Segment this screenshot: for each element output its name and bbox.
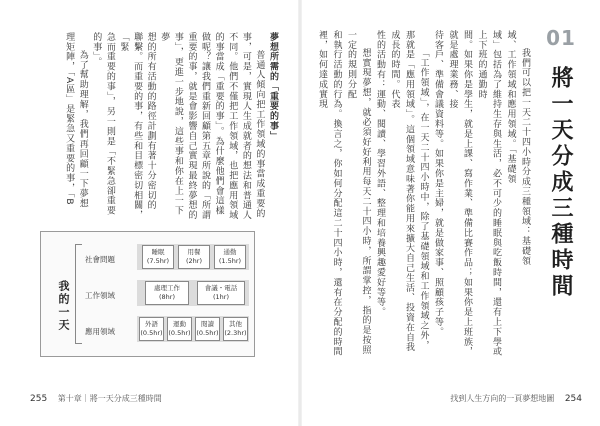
- right-page: [301, 0, 600, 426]
- body-line: 的事當成「重要的事」。為什麼他們會這樣: [213, 32, 224, 216]
- body-line: 想的所有活動的路徑計劃有著十分密切的: [145, 32, 156, 211]
- box-exercise: 運動 (0.5hr): [167, 317, 192, 341]
- chapter-title: 將一天分成三種時間: [548, 66, 573, 300]
- body-line: 那就是「應用領域」。這個領域意味著你能用來擴大自己生活、投資在自我成長的時間。代表: [389, 30, 414, 353]
- body-line: 域、工作領域和應用領域。「基礎領: [505, 30, 516, 184]
- body-line: 待客戶、準備會議資料等。如果你是主婦，就是做家事、照顧孩子等。: [433, 30, 443, 337]
- body-line: 想實現夢想，就必須好好利用每天二十四小時，所謂掌控，指的是按照一定的規則分配: [346, 30, 371, 355]
- my-day-diagram: [40, 231, 255, 357]
- body-line: 「工作領域」，在一天二十四小時中，除了基礎領域和工作領域之外，: [418, 48, 429, 351]
- right-body-text: [315, 30, 533, 360]
- body-line: 普通人傾向把工作領域的事當成重要的: [254, 50, 265, 219]
- body-line: 理矩陣，「A區」是緊急又重要的事，「B: [64, 32, 75, 206]
- diagram-bracket: [75, 244, 82, 344]
- body-line: 做呢？讓我們重新回顧第五章所說的「所謂: [200, 32, 211, 221]
- box-reading: 閱讀 (0.5hr): [195, 317, 220, 341]
- body-line: 域」包括為了維持生存與生活，必不可少的睡眠與吃飯時間，還有上下學或上下班的通勤時: [476, 30, 501, 357]
- box-meal: 用餐 (2hr): [178, 245, 210, 269]
- section-heading: 夢想所需的「重要的事」: [268, 32, 278, 141]
- body-line: 和執行活動的行為。換言之，你如何分配這二十四小時，還有在分配的時間裡，如何達成實現: [317, 30, 342, 357]
- footer-chapter-text: 第十章｜將一天分成三種時間: [57, 394, 162, 403]
- diagram-title: 我的一天: [57, 280, 70, 332]
- box-sleep: 睡眠 (7.5hr): [142, 245, 174, 269]
- footer-book-title: 找到人生方向的一頁夢想地圖: [450, 394, 555, 403]
- body-line: 間。如果你是學生，就是上課、寫作業、準備比賽作品；如果你是上班族，就是處理業務、接: [447, 30, 472, 357]
- chapter-number: 01: [546, 26, 576, 50]
- page-number: 254: [564, 394, 582, 404]
- body-line: 我們可以把一天二十四小時分成三種領域：基礎領: [520, 48, 530, 266]
- left-body-text: [62, 32, 280, 222]
- page-number: 255: [30, 394, 48, 404]
- box-meetings-calls: 會議・電話 (1hr): [197, 281, 245, 305]
- box-commute: 通勤 (1.5hr): [214, 245, 246, 269]
- body-line: 事，可是，實現人生成就者的想法和普通人: [240, 32, 251, 221]
- body-line: 不同。他們不僅把工作領域，也把應用領域: [227, 32, 238, 221]
- body-line: 重要的事，就是會影響自己實現最終夢想的: [186, 32, 197, 221]
- left-footer: [30, 393, 162, 404]
- body-line: 性的活動有：運動、閱讀、學習外語、整理和培養興趣愛好等等。: [375, 30, 385, 318]
- left-page: [0, 0, 299, 426]
- box-work-tasks: 處理工作 (8hr): [145, 281, 189, 305]
- right-footer: [450, 393, 582, 404]
- body-line: 聯繫。而重要的事，有些和目標密切相關，「緊: [118, 32, 143, 221]
- body-line: 急而重要的事」，另一則是「不緊急卻重要: [104, 32, 115, 216]
- body-line: 為了幫助理解，我們再回顧一下夢想: [77, 50, 88, 209]
- box-foreign-language: 外語 (0.5hr): [139, 317, 164, 341]
- row-label-work: 工作領域: [85, 291, 115, 300]
- box-other: 其他 (2.3hr): [223, 317, 248, 341]
- row-label-basic: 社會問題: [85, 255, 115, 264]
- body-line: 事」，更進一步地說，這些事和你在上一下夢: [159, 32, 183, 216]
- body-line: 的事」。: [91, 32, 102, 68]
- row-label-applied: 應用領域: [85, 327, 115, 336]
